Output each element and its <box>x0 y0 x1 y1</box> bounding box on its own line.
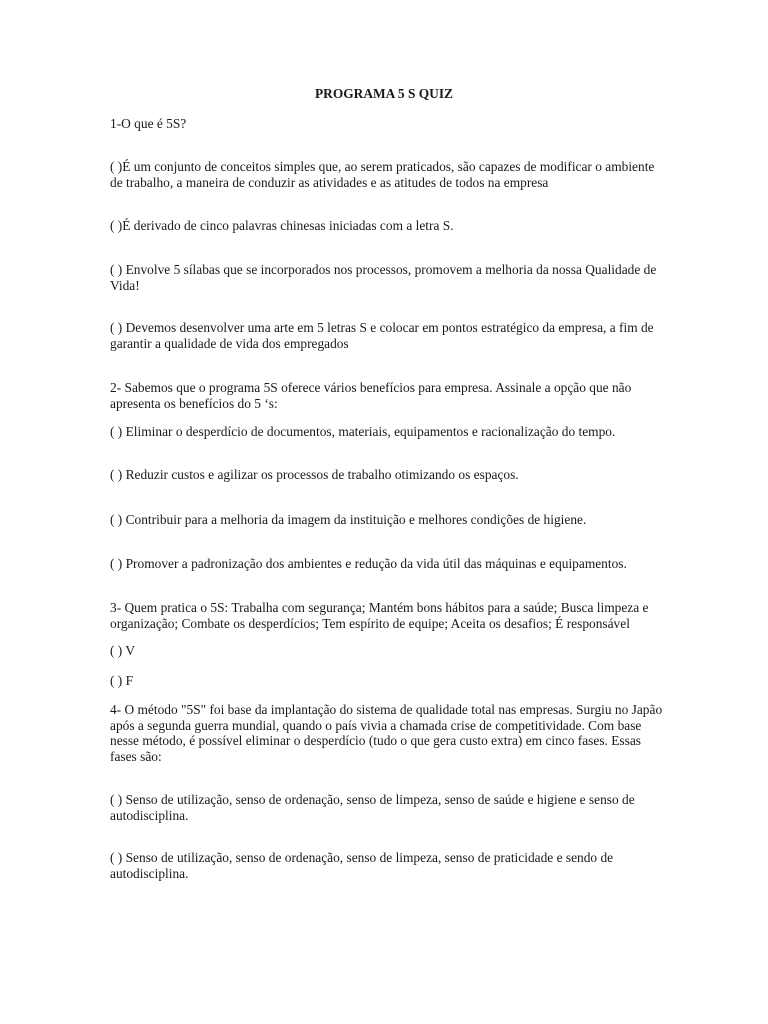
q4-option-2: ( ) Senso de utilização, senso de ordenação, senso de limpeza, senso de praticidade e sendo de autodisciplina. <box>110 850 614 881</box>
document-title: PROGRAMA 5 S QUIZ <box>314 86 453 101</box>
question-2: 2- Sabemos que o programa 5S oferece vários benefícios para empresa. Assinale a opção que não apresenta os benefícios do 5 ‘s: <box>110 380 632 411</box>
q2-option-4: ( ) Promover a padronização dos ambientes e redução da vida útil das máquinas e equipamentos. <box>110 556 627 571</box>
q3-option-2: ( ) F <box>110 673 134 688</box>
q1-option-4: ( ) Devemos desenvolver uma arte em 5 letras S e colocar em pontos estratégico da empresa, a fim de garantir a qualidade de vida dos empregados <box>110 320 654 351</box>
q1-option-2: ( )É derivado de cinco palavras chinesas iniciadas com a letra S. <box>110 218 454 233</box>
question-1: 1-O que é 5S? <box>110 116 187 131</box>
question-3: 3- Quem pratica o 5S: Trabalha com segurança; Mantém bons hábitos para a saúde; Busca limpeza e organização; Combate os desperdícios; Tem espírito de equipe; Aceita os desafios; É responsável <box>110 600 649 631</box>
q2-option-3: ( ) Contribuir para a melhoria da imagem da instituição e melhores condições de higiene. <box>110 512 587 527</box>
q1-option-3: ( ) Envolve 5 sílabas que se incorporados nos processos, promovem a melhoria da nossa Qualidade de Vida! <box>110 262 657 293</box>
q2-option-1: ( ) Eliminar o desperdício de documentos, materiais, equipamentos e racionalização do tempo. <box>110 424 616 439</box>
question-4: 4- O método "5S" foi base da implantação do sistema de qualidade total nas empresas. Surgiu no Japão após a segunda guerra mundial, quando o país vivia a chamada crise de competitividade. Com base nesse método, é possível eliminar o desperdício (tudo o que gera custo extra) em cinco fases. Essas fases são: <box>110 702 663 764</box>
q1-option-1: ( )É um conjunto de conceitos simples que, ao serem praticados, são capazes de modificar o ambiente de trabalho, a maneira de conduzir as atividades e as atitudes de todos na empresa <box>110 159 655 190</box>
q4-option-1: ( ) Senso de utilização, senso de ordenação, senso de limpeza, senso de saúde e higiene e senso de autodisciplina. <box>110 792 635 823</box>
q2-option-2: ( ) Reduzir custos e agilizar os processos de trabalho otimizando os espaços. <box>110 467 519 482</box>
q3-option-1: ( ) V <box>110 643 136 658</box>
